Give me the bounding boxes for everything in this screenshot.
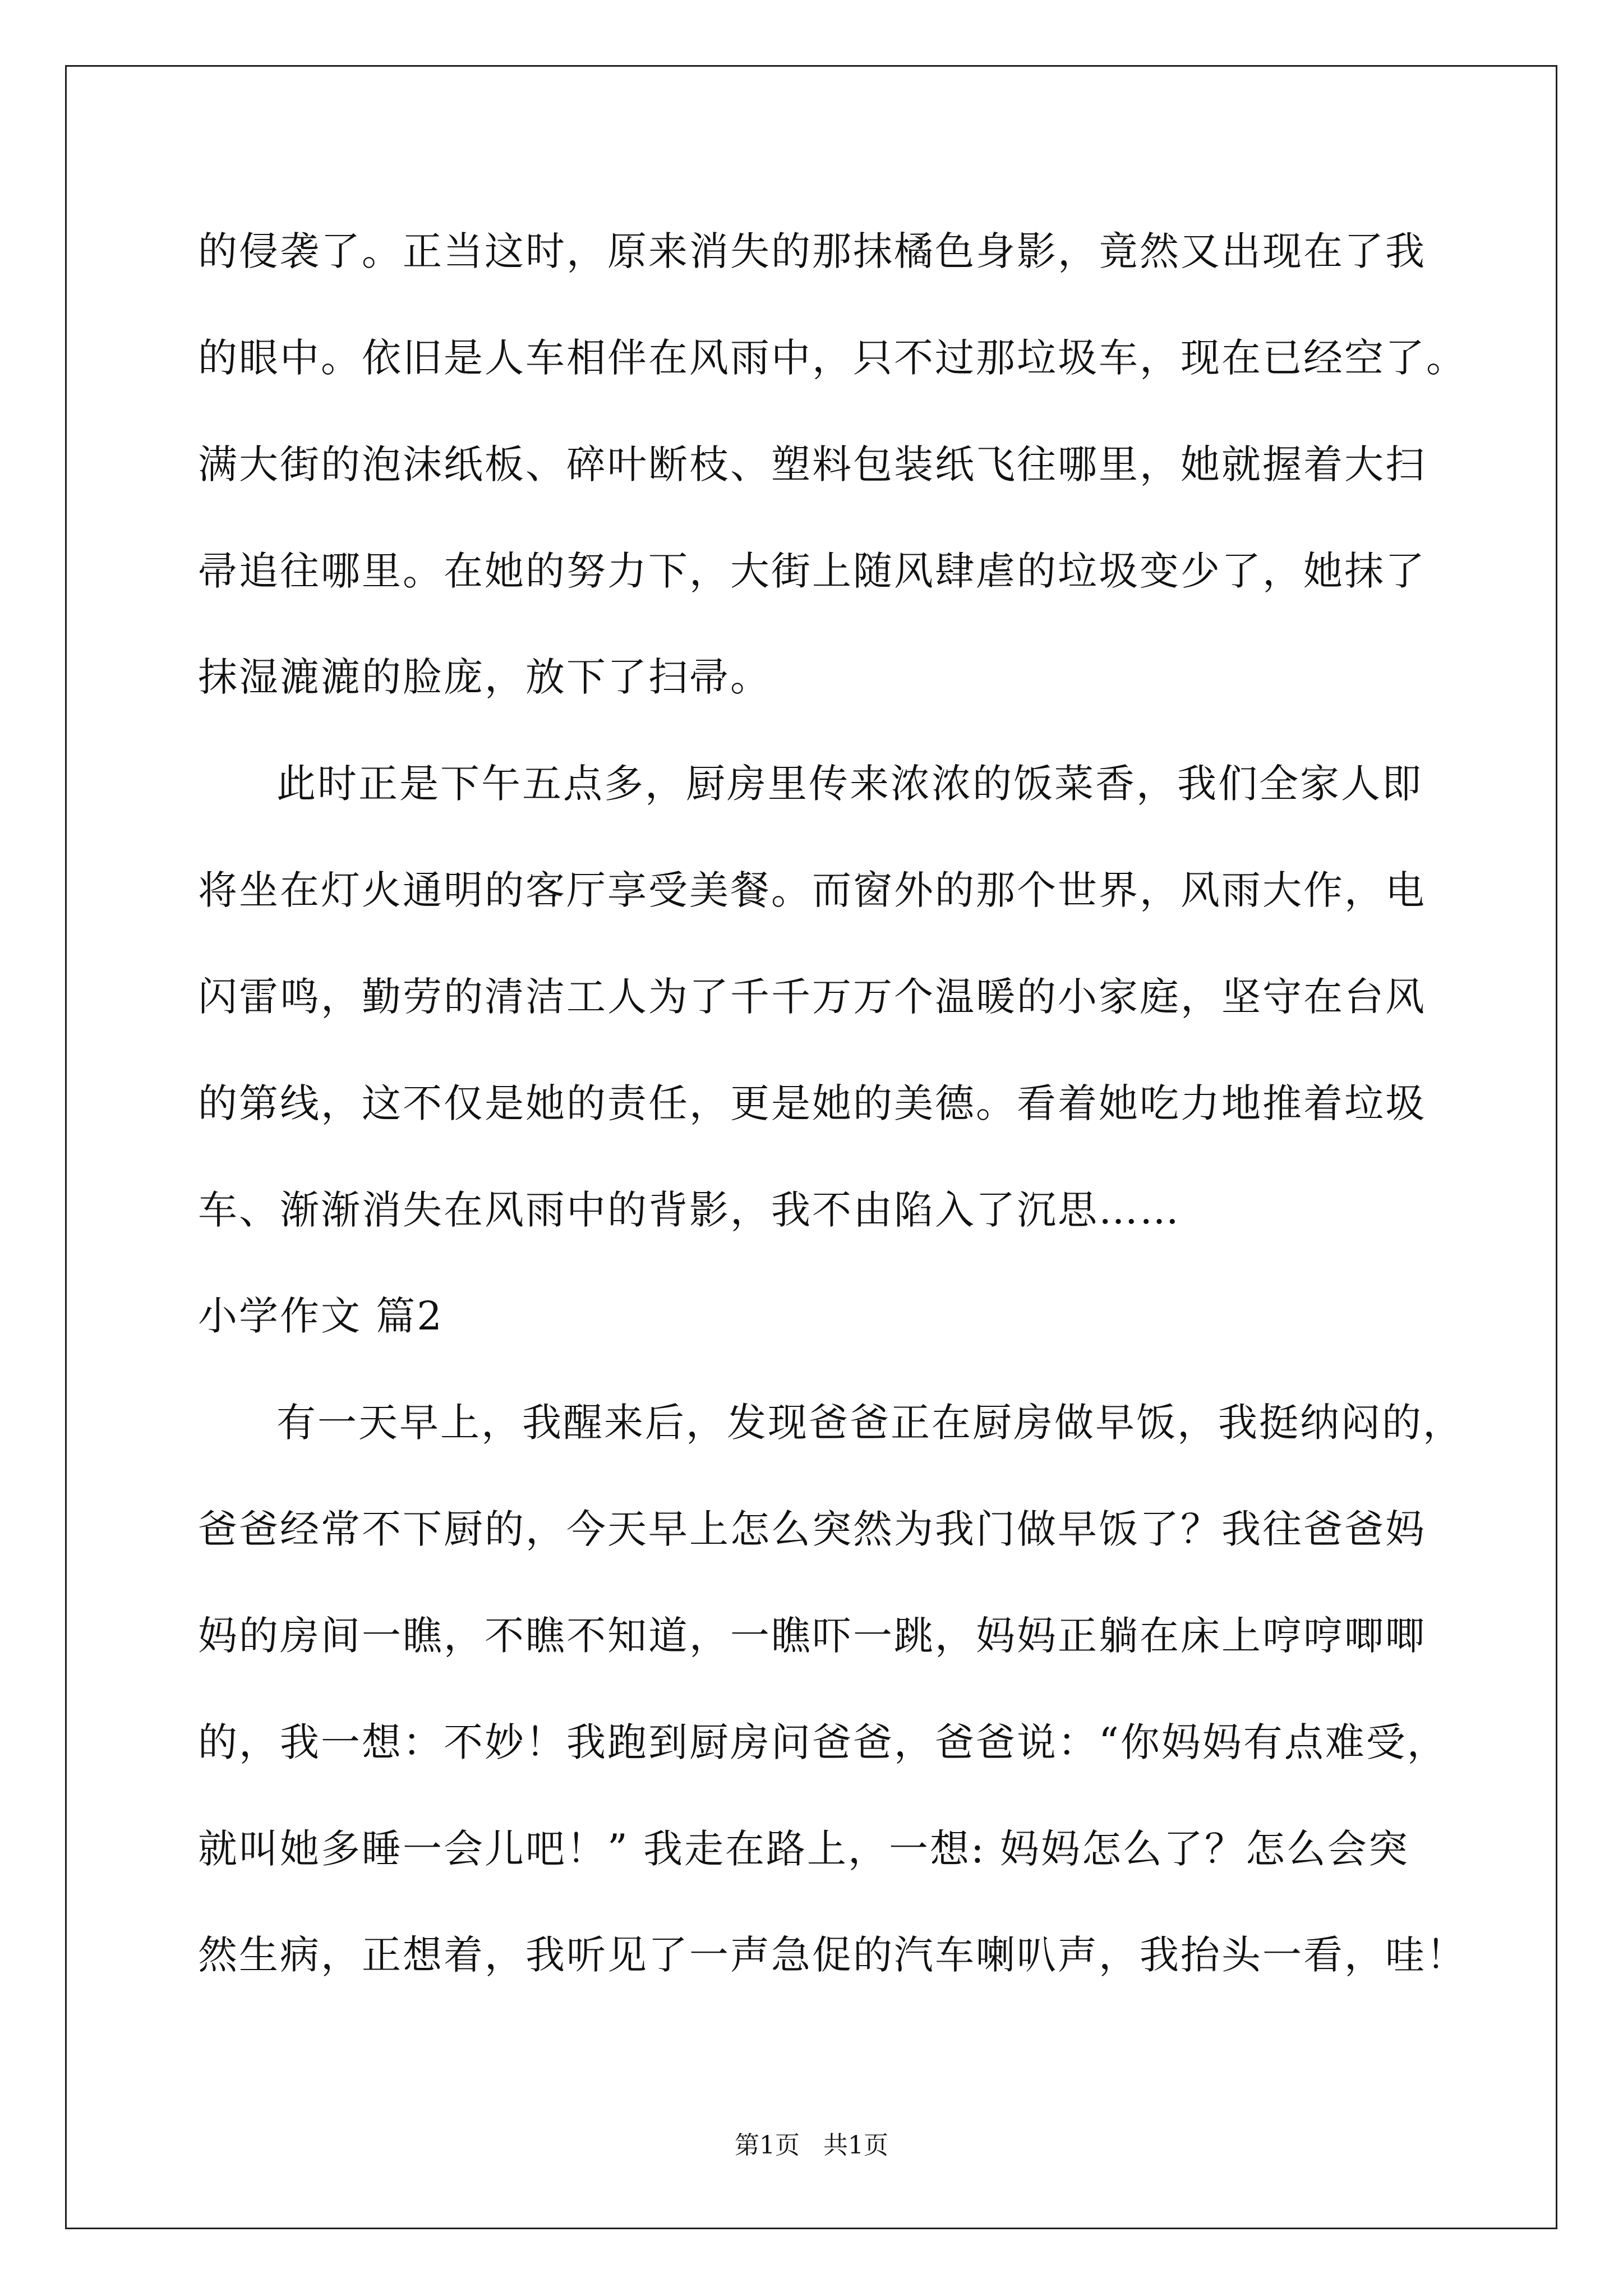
paragraph-line: 的第线，这不仅是她的责任，更是她的美德。看着她吃力地推着垃圾 [198, 1080, 1426, 1126]
paragraph-line: 将坐在灯火通明的客厅享受美餐。而窗外的那个世界，风雨大作，电 [198, 867, 1426, 913]
paragraph-line: 的侵袭了。正当这时，原来消失的那抹橘色身影，竟然又出现在了我 [198, 228, 1426, 274]
paragraph-line: 然生病，正想着，我听见了一声急促的汽车喇叭声，我抬头一看，哇！ [198, 1932, 1467, 1978]
paragraph-line: 有一天早上，我醒来后，发现爸爸正在厨房做早饭，我挺纳闷的， [276, 1400, 1464, 1446]
paragraph-line: 此时正是下午五点多，厨房里传来浓浓的饭菜香，我们全家人即 [276, 761, 1423, 807]
section-heading: 小学作文 篇2 [198, 1293, 444, 1339]
paragraph-line: 车、渐渐消失在风雨中的背影，我不由陷入了沉思…… [198, 1187, 1181, 1233]
paragraph-line: 爸爸经常不下厨的，今天早上怎么突然为我门做早饭了？我往爸爸妈 [198, 1506, 1426, 1552]
paragraph-line: 满大街的泡沫纸板、碎叶断枝、塑料包装纸飞往哪里，她就握着大扫 [198, 441, 1426, 487]
paragraph-line: 妈的房间一瞧，不瞧不知道，一瞧吓一跳，妈妈正躺在床上哼哼唧唧 [198, 1613, 1426, 1659]
paragraph-line: 的，我一想：不妙！我跑到厨房问爸爸，爸爸说：“你妈妈有点难受， [198, 1719, 1448, 1765]
paragraph-line: 闪雷鸣，勤劳的清洁工人为了千千万万个温暖的小家庭，坚守在台风 [198, 974, 1426, 1020]
page-footer: 第1页 共1页 [735, 2131, 888, 2160]
paragraph-line: 抹湿漉漉的脸庞，放下了扫帚。 [198, 654, 771, 700]
page-border [65, 65, 1557, 2229]
paragraph-line: 的眼中。依旧是人车相伴在风雨中，只不过那垃圾车，现在已经空了。 [198, 335, 1467, 381]
paragraph-line: 帚追往哪里。在她的努力下，大街上随风肆虐的垃圾变少了，她抹了 [198, 548, 1426, 594]
paragraph-line: 就叫她多睡一会儿吧！” 我走在路上，一想: 妈妈怎么了？怎么会突 [198, 1826, 1409, 1872]
